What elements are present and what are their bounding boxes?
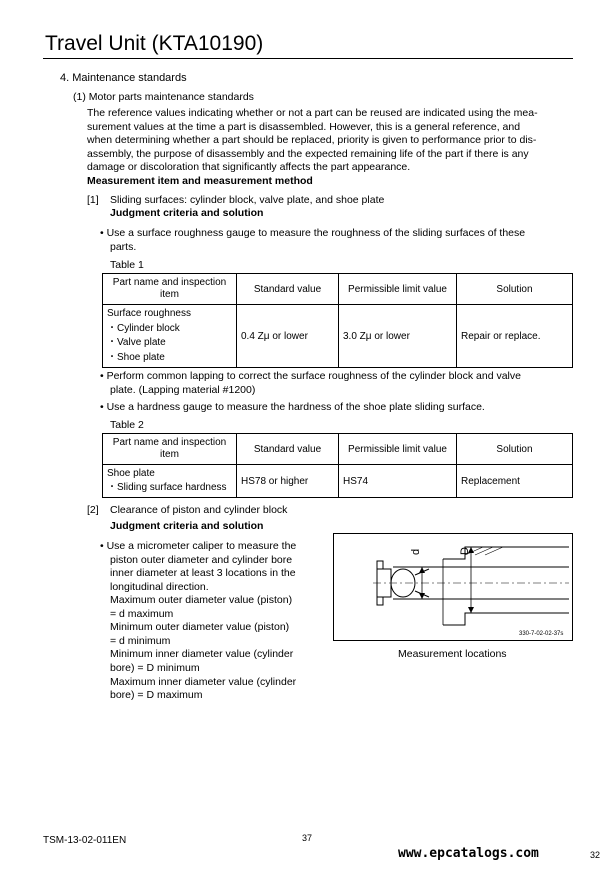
table1-caption: Table 1 bbox=[110, 259, 144, 271]
table2-cell-part: Shoe plate ・Sliding surface hardness bbox=[103, 465, 237, 498]
item2-bullet: • Use a micrometer caliper to measure the piston outer diameter and cylinder bore inner diameter at least 3 locations in the longitudinal direction. bbox=[100, 540, 297, 593]
corner-number: 32 bbox=[590, 850, 601, 860]
item1-bullet2: • Perform common lapping to correct the surface roughness of the cylinder block and valve plate. (Lapping material #1200) bbox=[100, 370, 521, 396]
item1-bullet1: • Use a surface roughness gauge to measure the roughness of the sliding surfaces of these parts. bbox=[100, 227, 526, 253]
table2-header-part: Part name and inspection item bbox=[103, 434, 237, 465]
table2-header-solution: Solution bbox=[457, 434, 573, 465]
doc-id: TSM-13-02-011EN bbox=[43, 835, 127, 846]
table1-header-limit: Permissible limit value bbox=[339, 274, 457, 305]
table-row bbox=[103, 305, 573, 368]
intro-paragraph: The reference values indicating whether or not a part can be reused are indicated using the mea- surement values at the time a part is disassembled. However, this is a general reference, and when determining whether a part should be replaced, priority is given to performance prior to dis- assembly, the purpose of disassembly and the expected remaining life of the part if there is any damage or discoloration that significantly affects the part appearance. bbox=[87, 107, 538, 174]
table2 bbox=[102, 433, 573, 498]
title-rule bbox=[43, 58, 573, 59]
item2-label: Clearance of piston and cylinder block bbox=[110, 504, 288, 516]
item1-number: [1] bbox=[87, 194, 99, 206]
table1-header-solution: Solution bbox=[457, 274, 573, 305]
item2-number: [2] bbox=[87, 504, 99, 516]
table1-cell-solution: Repair or replace. bbox=[457, 305, 573, 368]
label-D: D bbox=[459, 547, 471, 555]
page-number: 37 bbox=[302, 833, 313, 843]
table2-cell-solution: Replacement bbox=[457, 465, 573, 498]
item1-label: Sliding surfaces: cylinder block, valve plate, and shoe plate bbox=[110, 194, 385, 206]
section-heading: 4. Maintenance standards bbox=[60, 72, 187, 84]
subsection-heading: (1) Motor parts maintenance standards bbox=[73, 91, 254, 103]
item2-definitions: Maximum outer diameter value (piston) = d maximum Minimum outer diameter value (piston) = d minimum Minimum inner diameter value (cylinder bore) = D minimum Maximum inner diameter value (cylinder bore) = D maximum bbox=[110, 594, 297, 702]
measurement-figure bbox=[333, 533, 573, 641]
figure-code: 330-7-02-02-37s bbox=[519, 631, 564, 637]
table2-header-standard: Standard value bbox=[237, 434, 339, 465]
table1-cell-part: Surface roughness ・Cylinder block ・Valve plate ・Shoe plate bbox=[103, 305, 237, 368]
table2-cell-standard: HS78 or higher bbox=[237, 465, 339, 498]
table1 bbox=[102, 273, 573, 368]
table1-header-row bbox=[103, 274, 573, 305]
table2-caption: Table 2 bbox=[110, 419, 144, 431]
figure-frame bbox=[334, 534, 573, 641]
method-heading: Measurement item and measurement method bbox=[87, 175, 313, 187]
page-title: Travel Unit (KTA10190) bbox=[45, 32, 264, 55]
item1-bullet3: • Use a hardness gauge to measure the hardness of the shoe plate sliding surface. bbox=[100, 401, 485, 413]
table1-cell-limit: 3.0 Zμ or lower bbox=[339, 305, 457, 368]
table1-header-standard: Standard value bbox=[237, 274, 339, 305]
label-d: d bbox=[410, 548, 422, 555]
table1-cell-standard: 0.4 Zμ or lower bbox=[237, 305, 339, 368]
watermark-link[interactable]: www.epcatalogs.com bbox=[398, 846, 539, 861]
item2-criteria: Judgment criteria and solution bbox=[110, 520, 264, 532]
table2-header-limit: Permissible limit value bbox=[339, 434, 457, 465]
table-row bbox=[103, 465, 573, 498]
table2-header-row bbox=[103, 434, 573, 465]
figure-caption: Measurement locations bbox=[398, 648, 507, 660]
item1-criteria: Judgment criteria and solution bbox=[110, 207, 264, 219]
table2-cell-limit: HS74 bbox=[339, 465, 457, 498]
table1-header-part: Part name and inspection item bbox=[103, 274, 237, 305]
